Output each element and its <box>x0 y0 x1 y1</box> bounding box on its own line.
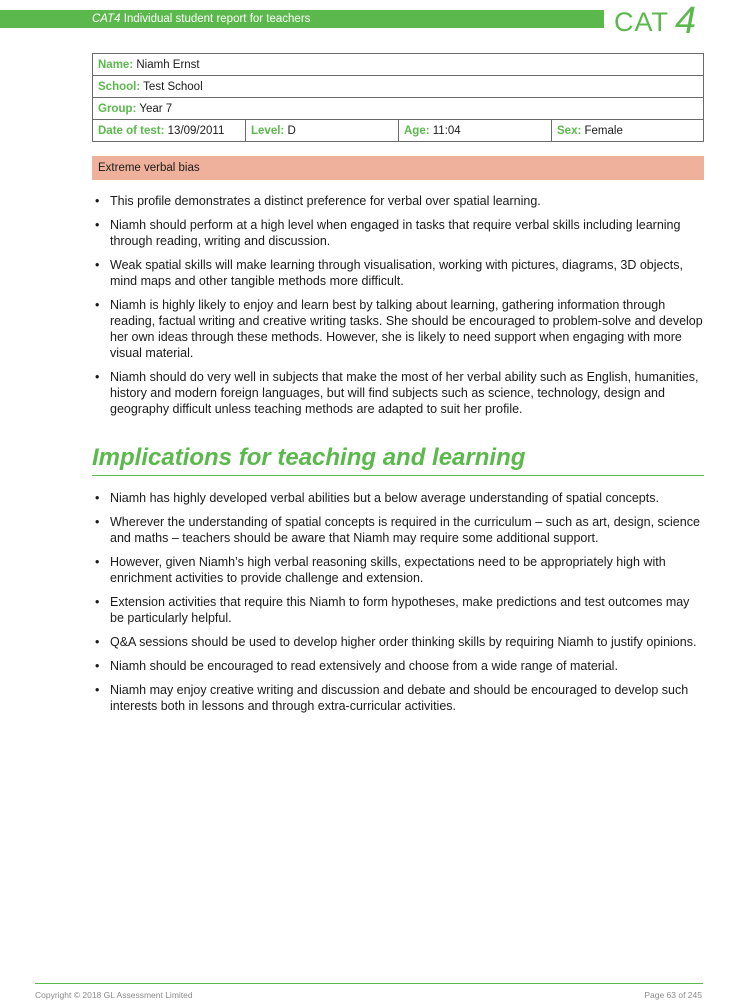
list-item: • Niamh has highly developed verbal abilities but a below average understanding of spatial concepts. <box>92 490 704 506</box>
list-item: • Niamh should perform at a high level when engaged in tasks that require verbal skills including learning through reading, writing and discussion. <box>92 217 704 249</box>
cat4-logo <box>612 0 712 44</box>
report-header-bar <box>0 10 604 28</box>
copyright-text: Copyright © 2018 GL Assessment Limited <box>35 990 193 1000</box>
logo-number: 4 <box>675 0 697 42</box>
logo-text: CAT <box>614 7 669 37</box>
sex-value: Female <box>584 124 623 137</box>
list-item: • Niamh should do very well in subjects that make the most of her verbal ability such as English, humanities, history and modern foreign languages, but will find subjects such as science, technology, design and geography difficult unless teaching methods are adapted to suit her profile. <box>92 369 704 417</box>
group-cell <box>93 98 704 120</box>
school-label: School: <box>98 80 141 93</box>
product-name: CAT4 <box>92 13 121 25</box>
implications-bullet-list <box>92 490 704 722</box>
details-row <box>93 120 704 142</box>
page-number: Page 63 of 245 <box>644 990 702 1000</box>
section-title: Implications for teaching and learning <box>92 443 704 476</box>
name-label: Name: <box>98 58 134 71</box>
sex-label: Sex: <box>557 124 582 137</box>
list-item: • Wherever the understanding of spatial concepts is required in the curriculum – such as art, design, science and maths – teachers should be aware that Niamh may require some additional support. <box>92 514 704 546</box>
list-item: • Niamh may enjoy creative writing and discussion and debate and should be encouraged to develop such interests both in lessons and through extra-curricular activities. <box>92 682 704 714</box>
age-cell <box>399 120 552 142</box>
school-cell <box>93 76 704 98</box>
list-item: • Niamh is highly likely to enjoy and learn best by talking about learning, gathering information through reading, factual writing and creative writing tasks. She should be encouraged to problem-solve and develop her own ideas through these methods. However, she is likely to need support when engaging with more visual material. <box>92 297 704 361</box>
age-label: Age: <box>404 124 430 137</box>
level-cell <box>246 120 399 142</box>
list-item: • Q&A sessions should be used to develop higher order thinking skills by requiring Niamh to justify opinions. <box>92 634 704 650</box>
name-row <box>93 54 704 76</box>
group-value: Year 7 <box>139 102 173 115</box>
date-label: Date of test: <box>98 124 165 137</box>
list-item: • However, given Niamh’s high verbal reasoning skills, expectations need to be appropriately high with enrichment activities to provide challenge and extension. <box>92 554 704 586</box>
date-cell <box>93 120 246 142</box>
level-value: D <box>287 124 296 137</box>
report-title: Individual student report for teachers <box>123 13 311 25</box>
school-row <box>93 76 704 98</box>
date-value: 13/09/2011 <box>167 124 225 137</box>
list-item: • This profile demonstrates a distinct preference for verbal over spatial learning. <box>92 193 704 209</box>
sex-cell <box>552 120 704 142</box>
list-item: • Niamh should be encouraged to read extensively and choose from a wide range of material. <box>92 658 704 674</box>
name-value: Niamh Ernst <box>136 58 200 71</box>
group-label: Group: <box>98 102 137 115</box>
level-label: Level: <box>251 124 285 137</box>
age-value: 11:04 <box>432 124 461 137</box>
name-cell <box>93 54 704 76</box>
school-value: Test School <box>143 80 203 93</box>
bias-heading: Extreme verbal bias <box>92 156 704 180</box>
list-item: • Extension activities that require this Niamh to form hypotheses, make predictions and test outcomes may be particularly helpful. <box>92 594 704 626</box>
profile-bullet-list <box>92 193 704 425</box>
group-row <box>93 98 704 120</box>
footer-divider <box>35 983 703 984</box>
list-item: • Weak spatial skills will make learning through visualisation, working with pictures, diagrams, 3D objects, mind maps and other tangible methods more difficult. <box>92 257 704 289</box>
student-info-table <box>92 53 704 142</box>
